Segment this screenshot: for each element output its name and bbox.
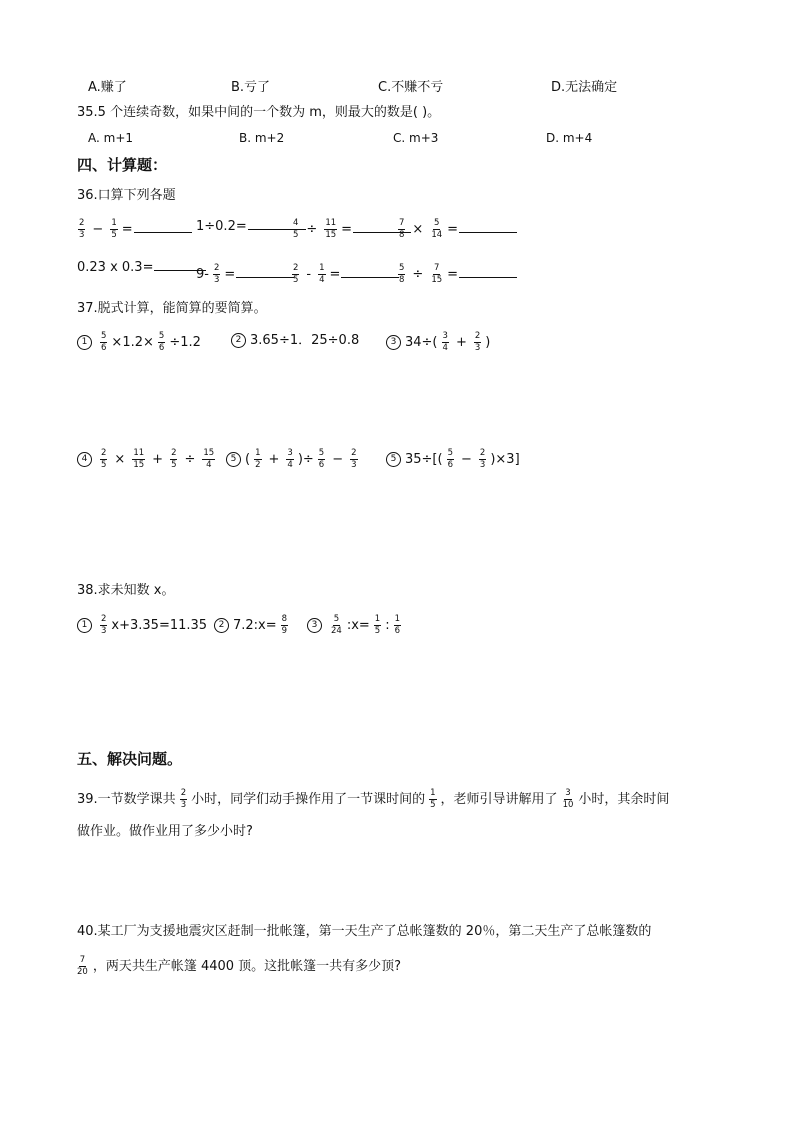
fraction: $\frac{2}{3}$ xyxy=(101,614,107,636)
fraction: $\frac{7}{20}$ xyxy=(77,955,88,977)
q38-eq-2: 2 7.2:x= $\frac{8}{9}$ xyxy=(214,615,292,636)
fraction: $\frac{5}{6}$ xyxy=(318,448,325,470)
q36-r1-d: $\frac{7}{8}$ × $\frac{5}{14}$ = xyxy=(394,219,517,240)
fraction: $\frac{2}{3}$ xyxy=(180,788,187,810)
q38-eq-3: 3 $\frac{5}{24}$ :x= $\frac{1}{5}$ : $\frac{1}{6}$ xyxy=(307,615,405,636)
fraction: $\frac{7}{8}$ xyxy=(399,218,405,240)
q34-option-a: A.赚了 xyxy=(88,80,127,95)
q35-option-b: B. m+2 xyxy=(239,131,285,145)
fraction: $\frac{2}{3}$ xyxy=(474,331,481,353)
q38-title: 38.求未知数 x。 xyxy=(77,583,175,598)
fraction: $\frac{1}{5}$ xyxy=(111,218,117,240)
fraction: $\frac{1}{2}$ xyxy=(255,448,261,470)
fraction: $\frac{1}{5}$ xyxy=(374,614,381,636)
q37-expr-6: 5 35÷[( $\frac{5}{6}$ − $\frac{2}{3}$ )×3] xyxy=(386,449,520,470)
fraction: $\frac{2}{3}$ xyxy=(351,448,357,470)
q38-eq-1: 1 $\frac{2}{3}$ x+3.35=11.35 xyxy=(77,615,207,636)
q35-option-a: A. m+1 xyxy=(88,131,134,145)
q36-title: 36.口算下列各题 xyxy=(77,188,176,203)
fraction: $\frac{2}{5}$ xyxy=(171,448,177,470)
fraction: $\frac{5}{24}$ xyxy=(331,614,342,636)
q34-option-c: C.不赚不亏 xyxy=(378,80,444,95)
q36-r1-c: $\frac{4}{5}$ ÷ $\frac{11}{15}$ = xyxy=(288,219,411,240)
fraction: $\frac{3}{4}$ xyxy=(287,448,293,470)
q35-stem: 35.5 个连续奇数，如果中间的一个数为 m，则最大的数是( )。 xyxy=(77,105,441,120)
q39-line-2: 做作业。做作业用了多少小时? xyxy=(77,824,253,839)
answer-blank[interactable] xyxy=(236,267,294,278)
q37-expr-4: 4 $\frac{2}{5}$ × $\frac{11}{15}$ + $\frac{2}{5}$ ÷ $\frac{15}{4}$ xyxy=(77,449,219,470)
answer-blank[interactable] xyxy=(459,267,517,278)
q37-expr-2: 2 3.65÷1．25÷0.8 xyxy=(231,332,359,350)
q36-r1-a: $\frac{2}{3}$ − $\frac{1}{5}$ = xyxy=(74,219,192,240)
fraction: $\frac{5}{6}$ xyxy=(158,331,165,353)
fraction: $\frac{15}{4}$ xyxy=(203,448,215,470)
q37-expr-3: 3 34÷( $\frac{3}{4}$ + $\frac{2}{3}$ ) xyxy=(386,332,490,353)
fraction: $\frac{5}{6}$ xyxy=(101,331,107,353)
q37-expr-5: 5 ( $\frac{1}{2}$ + $\frac{3}{4}$ )÷ $\frac{5}{6}$ − $\frac{2}{3}$ xyxy=(226,449,362,470)
section-5-title: 五、解决问题。 xyxy=(77,750,183,768)
fraction: $\frac{2}{3}$ xyxy=(479,448,486,470)
fraction: $\frac{11}{15}$ xyxy=(133,448,145,470)
fraction: $\frac{8}{9}$ xyxy=(281,614,288,636)
q39-line-1: 39.一节数学课共 $\frac{2}{3}$ 小时，同学们动手操作用了一节课时间的 $\frac{1}{5}$ ，老师引导讲解用了 $\frac{3}{10}$ 小时，其余时间 xyxy=(77,788,670,810)
answer-blank[interactable] xyxy=(459,222,517,233)
answer-blank[interactable] xyxy=(341,267,399,278)
fraction: $\frac{5}{8}$ xyxy=(399,263,405,285)
q36-r1-b: 1÷0.2= xyxy=(196,218,306,236)
fraction: $\frac{11}{15}$ xyxy=(325,218,337,240)
section-4-title: 四、计算题： xyxy=(77,156,168,174)
q36-r2-c: $\frac{2}{5}$ - $\frac{1}{4}$ = xyxy=(288,264,399,285)
q36-r2-a: 0.23 x 0.3= xyxy=(77,259,206,277)
fraction: $\frac{1}{5}$ xyxy=(430,788,436,810)
q37-title: 37.脱式计算，能简算的要简算。 xyxy=(77,301,267,316)
fraction: $\frac{3}{10}$ xyxy=(562,788,574,810)
fraction: $\frac{1}{6}$ xyxy=(394,614,401,636)
q34-option-d: D.无法确定 xyxy=(551,80,618,95)
q34-option-b: B.亏了 xyxy=(231,80,271,95)
answer-blank[interactable] xyxy=(134,222,192,233)
q40-line-1: 40.某工厂为支援地震灾区赶制一批帐篷，第一天生产了总帐篷数的 20％，第二天生产了总帐篷数的 xyxy=(77,924,652,939)
fraction: $\frac{5}{6}$ xyxy=(447,448,453,470)
fraction: $\frac{1}{4}$ xyxy=(319,263,325,285)
fraction: $\frac{4}{5}$ xyxy=(293,218,299,240)
q36-r2-d: $\frac{5}{8}$ ÷ $\frac{7}{15}$ = xyxy=(394,264,517,285)
fraction: $\frac{7}{15}$ xyxy=(431,263,443,285)
fraction: $\frac{2}{3}$ xyxy=(213,263,220,285)
fraction: $\frac{5}{14}$ xyxy=(431,218,443,240)
q35-option-c: C. m+3 xyxy=(393,131,439,145)
fraction: $\frac{2}{5}$ xyxy=(101,448,107,470)
fraction: $\frac{2}{3}$ xyxy=(79,218,85,240)
fraction: $\frac{3}{4}$ xyxy=(442,331,448,353)
fraction: $\frac{2}{5}$ xyxy=(293,263,299,285)
q37-expr-1: 1 $\frac{5}{6}$ ×1.2× $\frac{5}{6}$ ÷1.2 xyxy=(77,332,201,353)
q35-option-d: D. m+4 xyxy=(546,131,593,145)
q40-line-2: $\frac{7}{20}$ ，两天共生产帐篷 4400 顶。这批帐篷一共有多少顶? xyxy=(77,955,402,977)
q36-r2-b: 9- $\frac{2}{3}$ = xyxy=(196,264,294,285)
